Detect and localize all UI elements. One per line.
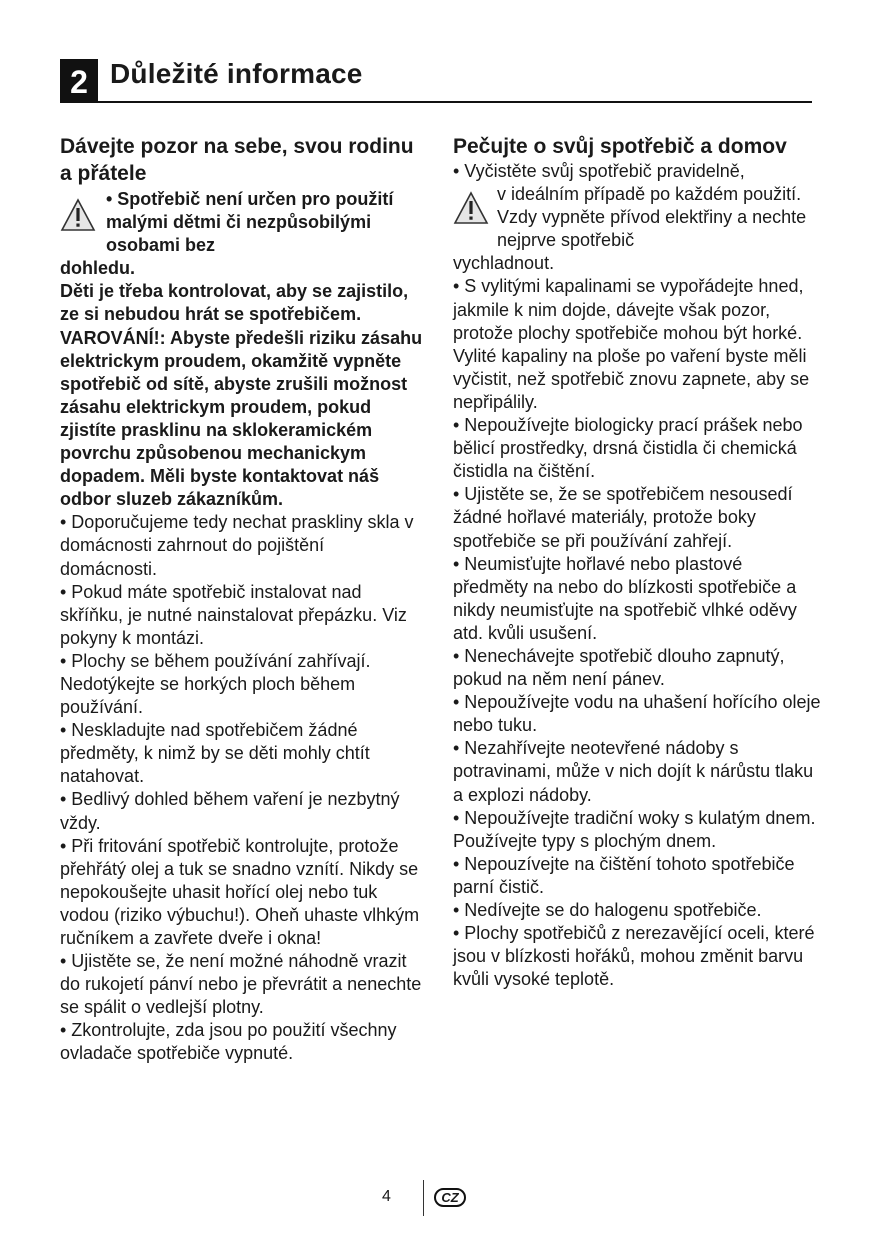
chapter-header [60,56,812,102]
right-section-title: Pečujte o svůj spotřebič a domov [453,135,787,158]
warning-triangle-icon [60,198,96,232]
warning-triangle-icon [453,191,489,225]
right-warning-tail: vychladnout. [453,253,555,274]
list-item: • Doporučujeme tedy nechat praskliny skla v domácnosti zahrnout do pojištění domácnosti. [60,512,414,579]
electric-shock-warning: VAROVÁNÍ!: Abyste předešli riziku zásahu elektrickym proudem, okamžitě vypněte spotřebič od sítě, abyste zrušili možnost zásahu elektrickym proudem, pokud zjistíte prasklinu na sklokeramickém povrchu způsobenou mechanickym dopadem. Měli byste kontaktovat náš odbor sluzeb zákazníkům. [60,327,423,510]
list-item: • Zkontrolujte, zda jsou po použití všechny ovladače spotřebiče vypnuté. [60,1020,397,1064]
left-warning-text: • Spotřebič není určen pro použití malými dětmi či nezpůsobilými osobami bez [106,189,394,256]
chapter-number: 2 [60,59,98,101]
list-item: • Nepouzívejte na čištění tohoto spotřebiče parní čistič. [453,853,795,897]
header-rule [60,101,812,103]
list-item: • Nepoužívejte biologicky prací prášek nebo bělicí prostředky, drsná čistidla či chemická čistidla na čištění. [453,415,803,482]
list-item: • Pokud máte spotřebič instalovat nad skříňku, je nutné nainstalovat přepázku. Viz pokyny k montázi. [60,581,407,648]
list-item: • Neskladujte nad spotřebičem žádné předměty, k nimž by se děti mohly chtít natahovat. [60,720,370,787]
list-item: • Ujistěte se, že není možné náhodně vrazit do rukojetí pánví nebo je převrátit a nenechte se spálit o vedlejší plotny. [60,951,422,1018]
list-item: • Nezahřívejte neotevřené nádoby s potravinami, může v nich dojít k nárůstu tlaku a explozi nádoby. [453,738,814,805]
list-item: • Nedívejte se do halogenu spotřebiče. [453,900,762,920]
left-section-title: Dávejte pozor na sebe, svou rodinu a přátele [60,135,414,185]
left-warning-block [60,188,425,257]
list-item: • Nenechávejte spotřebič dlouho zapnutý, pokud na něm není pánev. [453,645,785,690]
right-first-line: • Vyčistěte svůj spotřebič pravidelně, [453,161,745,181]
chapter-title: Důležité informace [110,58,363,89]
list-item: • Bedlivý dohled během vaření je nezbytný vždy. [60,789,400,833]
footer-divider [423,1180,424,1216]
page-number: 4 [382,1188,391,1205]
list-item: • S vylitými kapalinami se vypořádejte hned, jakmile k nim dojde, dávejte však pozor, protože plochy spotřebiče mohou být horké. Vylité kapaliny na ploše po vaření byste měli vyčistit, než spotřebič znovu zapnete, aby se nepřipálily. [453,276,810,412]
children-supervision: Děti je třeba kontrolovat, aby se zajistilo, ze si nebudou hrát se spotřebičem. [60,281,409,325]
list-item: • Při fritování spotřebič kontrolujte, protože přehřátý olej a tuk se snadno vznítí. Nikdy se nepokoušejte uhasit hořící olej nebo tuk vodou (riziko výbuchu!). Oheň uhaste vlhkým ručníkem a zavřete dveře i okna! [60,835,420,948]
left-column [60,134,425,1066]
list-item: • Plochy se během používání zahřívají. Nedotýkejte se horkých ploch během používání. [60,650,371,718]
left-warning-tail: dohledu. [60,258,135,279]
list-item: • Nepoužívejte tradiční woky s kulatým dnem. Používejte typy s plochým dnem. [453,807,816,851]
language-badge: CZ [434,1188,466,1207]
right-column [453,134,821,991]
list-item: • Neumisťujte hořlavé nebo plastové předměty na nebo do blízkosti spotřebiče a nikdy neumisťujte na spotřebič vlhké oděvy atd. kvůli usušení. [453,553,797,643]
list-item: • Plochy spotřebičů z nerezavějící oceli, které jsou v blízkosti hořáků, mohou změnit barvu kvůli vysoké teplotě. [453,923,815,990]
right-warning-block [453,183,821,252]
list-item: • Ujistěte se, že se spotřebičem nesousedí žádné hořlavé materiály, protože boky spotřebiče se při používání zahřejí. [453,484,793,551]
right-warning-text: v ideálním případě po každém použití. Vzdy vypněte přívod elektřiny a nechte nejprve spotřebič [497,184,807,251]
list-item: • Nepoužívejte vodu na uhašení hořícího oleje nebo tuku. [453,692,821,736]
